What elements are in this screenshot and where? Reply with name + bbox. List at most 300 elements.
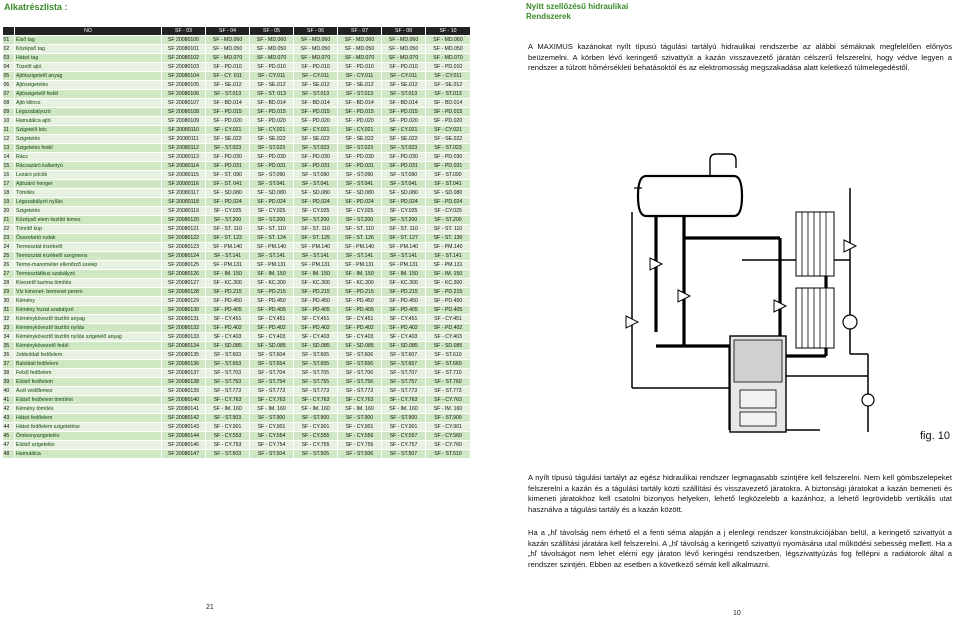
table-row (3, 53, 471, 62)
part-code-cell: SF - MD.060 (382, 35, 426, 44)
part-code-cell: SF - IM. 150 (426, 269, 471, 278)
part-code-cell: SF - CY.025 (250, 206, 294, 215)
row-number-cell: 10 (3, 116, 15, 125)
part-code-cell: SF - PD.010 (294, 62, 338, 71)
part-code-cell: SF - BD.014 (338, 98, 382, 107)
table-row (3, 143, 471, 152)
part-code-cell: SF - CY.403 (206, 332, 250, 341)
part-code-cell: SF - MD.070 (250, 53, 294, 62)
part-code-cell: SF - ST.757 (382, 377, 426, 386)
part-code-cell: SF - CY.760 (426, 440, 471, 449)
part-code-cell: SF - SD.085 (338, 341, 382, 350)
part-code-cell: SF - CY.025 (206, 206, 250, 215)
boiler (730, 336, 786, 432)
part-code-cell: SF - CY.763 (382, 395, 426, 404)
part-code-cell: SF - PD.024 (250, 197, 294, 206)
part-name-cell: Ajtótszigetelő anyag (15, 71, 162, 80)
part-code-cell: SF - CY.025 (426, 206, 471, 215)
part-code-cell: SF - ST.654 (250, 359, 294, 368)
part-code-cell: SF - KC.300 (206, 278, 250, 287)
row-number-cell: 27 (3, 269, 15, 278)
part-code-cell: SF - PM.131 (426, 260, 471, 269)
table-row (3, 251, 471, 260)
part-code-cell: SF - MD.060 (206, 35, 250, 44)
part-code-cell: SF 20080124 (162, 251, 206, 260)
part-name-cell: Termosztát érzékelő (15, 242, 162, 251)
part-code-cell: SF - MD.050 (294, 44, 338, 53)
table-row (3, 170, 471, 179)
table-row (3, 287, 471, 296)
paragraph-2: A nyílt típusú tágulási tartályt az egész hidraulikai rendszer legmagasabb szintjére kell felszerelni. Nem kell gömbszelepeket felszerelni a kazán és a tágulási tartály közti szállítási és visszavezető járatokra. A biztonsági járatokat a kazán bemeneti és kimeneti járatokhoz kell csatolni bizonyos helyeken, lehető legközelebb a kazánhoz, a lehető legrövidebb vertikális utat használva a tágulási tartály és a kazán között. (528, 473, 952, 514)
part-name-cell: Tömítő kúp (15, 224, 162, 233)
row-number-cell: 12 (3, 134, 15, 143)
table-row (3, 179, 471, 188)
radiator-2 (796, 288, 834, 348)
part-code-cell: SF - CY.556 (338, 431, 382, 440)
part-code-cell: SF - PM.140 (338, 242, 382, 251)
part-code-cell: SF - CY.011 (382, 71, 426, 80)
part-code-cell: SF - PD.405 (426, 305, 471, 314)
part-code-cell: SF - SD.085 (206, 341, 250, 350)
part-code-cell: SF - ST. 110 (250, 224, 294, 233)
row-number-cell: 37 (3, 359, 15, 368)
part-code-cell: SF - ST. 110 (338, 224, 382, 233)
row-number-cell: 39 (3, 377, 15, 386)
part-code-cell: SF - CY.403 (382, 332, 426, 341)
part-code-cell: SF 20080106 (162, 89, 206, 98)
part-code-cell: SF - ST.653 (206, 359, 250, 368)
part-name-cell: Tömítés (15, 188, 162, 197)
part-code-cell: SF - PD.402 (338, 323, 382, 332)
part-code-cell: SF - SE.012 (338, 80, 382, 89)
part-code-cell: SF - SD.080 (206, 188, 250, 197)
part-code-cell: SF 20080102 (162, 53, 206, 62)
table-row (3, 107, 471, 116)
part-code-cell: SF - PD.015 (250, 107, 294, 116)
part-code-cell: SF - SE.022 (206, 134, 250, 143)
part-name-cell: Kéményköveztő tisztító anyag (15, 314, 162, 323)
part-code-cell: SF - IM. 150 (250, 269, 294, 278)
part-name-cell: Hátsó tag (15, 53, 162, 62)
part-code-cell: SF - CY.763 (294, 395, 338, 404)
part-code-cell: SF - PD.015 (426, 107, 471, 116)
part-code-cell: SF - CY.901 (338, 422, 382, 431)
table-row (3, 197, 471, 206)
part-code-cell: SF - ST.756 (338, 377, 382, 386)
part-name-cell: Szigetelés (15, 206, 162, 215)
part-code-cell: SF - ST. 125 (294, 233, 338, 242)
part-code-cell: SF 20080103 (162, 62, 206, 71)
part-code-cell: SF - CY.011 (250, 71, 294, 80)
part-code-cell: SF - CY.763 (206, 395, 250, 404)
part-name-cell: Elülső fedőelem tömítést (15, 395, 162, 404)
table-row (3, 332, 471, 341)
part-code-cell: SF - CY.021 (382, 125, 426, 134)
part-code-cell: SF - PD.450 (426, 296, 471, 305)
part-code-cell: SF - ST.141 (294, 251, 338, 260)
part-code-cell: SF - CY.011 (338, 71, 382, 80)
part-name-cell: Ömlesnyszigetelés (15, 431, 162, 440)
part-code-cell: SF - ST.041 (382, 179, 426, 188)
table-row (3, 116, 471, 125)
part-code-cell: SF - PD.010 (382, 62, 426, 71)
part-code-cell: SF - IM. 150 (206, 269, 250, 278)
table-header-cell: SF - 03 (162, 27, 206, 36)
part-code-cell: SF - PD.024 (206, 197, 250, 206)
part-code-cell: SF 20080110 (162, 125, 206, 134)
part-code-cell: SF - SE.022 (338, 134, 382, 143)
part-code-cell: SF - ST.753 (206, 377, 250, 386)
part-code-cell: SF - ST.704 (250, 368, 294, 377)
row-number-cell: 05 (3, 71, 15, 80)
part-code-cell: SF - IM. 150 (338, 269, 382, 278)
part-code-cell: SF - MD.060 (250, 35, 294, 44)
part-name-cell: Szigetelés (15, 134, 162, 143)
row-number-cell: 19 (3, 197, 15, 206)
part-code-cell: SF - CY.021 (338, 125, 382, 134)
part-code-cell: SF - PD.015 (382, 107, 426, 116)
part-code-cell: SF - CY. 011 (206, 71, 250, 80)
part-code-cell: SF - ST. 110 (206, 224, 250, 233)
part-code-cell: SF - CY.901 (426, 422, 471, 431)
table-row (3, 62, 471, 71)
part-code-cell: SF - PD.010 (250, 62, 294, 71)
part-code-cell: SF - ST. 090 (206, 170, 250, 179)
part-code-cell: SF - CY.901 (294, 422, 338, 431)
table-header-cell: NO (15, 27, 162, 36)
part-code-cell: SF - PD.030 (338, 152, 382, 161)
part-code-cell: SF 20080131 (162, 314, 206, 323)
row-number-cell: 17 (3, 179, 15, 188)
part-code-cell: SF 20080107 (162, 98, 206, 107)
part-code-cell: SF 20080144 (162, 431, 206, 440)
part-code-cell: SF - CY.025 (294, 206, 338, 215)
row-number-cell: 36 (3, 350, 15, 359)
row-number-cell: 07 (3, 89, 15, 98)
part-code-cell: SF - PD.030 (250, 152, 294, 161)
table-body (3, 35, 471, 458)
part-code-cell: SF - CY.403 (250, 332, 294, 341)
table-row (3, 350, 471, 359)
part-code-cell: SF - PD.031 (338, 161, 382, 170)
part-code-cell: SF - ST.023 (294, 143, 338, 152)
part-code-cell: SF - PD.031 (206, 161, 250, 170)
part-code-cell: SF - ST.023 (250, 143, 294, 152)
part-name-cell: Kémény huzat szabályzó (15, 305, 162, 314)
row-number-cell: 22 (3, 224, 15, 233)
row-number-cell: 26 (3, 260, 15, 269)
table-header-cell: SF - 08 (382, 27, 426, 36)
row-number-cell: 20 (3, 206, 15, 215)
part-code-cell: SF - ST. 130 (426, 233, 471, 242)
part-code-cell: SF - ST.604 (250, 350, 294, 359)
part-code-cell: SF - MD.050 (250, 44, 294, 53)
part-code-cell: SF - ST.506 (338, 449, 382, 458)
part-code-cell: SF - PD.405 (338, 305, 382, 314)
part-name-cell: Elülső szigetelés (15, 440, 162, 449)
part-code-cell: SF - PD.215 (338, 287, 382, 296)
part-code-cell: SF - SD.080 (250, 188, 294, 197)
part-code-cell: SF - ST. 013 (250, 89, 294, 98)
part-name-cell: Kéménykövezető fedél (15, 341, 162, 350)
part-name-cell: Középső tag (15, 44, 162, 53)
part-code-cell: SF - ST.900 (294, 413, 338, 422)
part-code-cell: SF 20080120 (162, 215, 206, 224)
part-name-cell: Hamutálca ajtó (15, 116, 162, 125)
part-code-cell: SF - KC.300 (338, 278, 382, 287)
part-name-cell: Kivezető karima tömítés (15, 278, 162, 287)
part-name-cell: Felső fedőelem (15, 368, 162, 377)
part-name-cell: Termosztátikus szabályzó (15, 269, 162, 278)
part-code-cell: SF - PD.020 (294, 116, 338, 125)
part-code-cell: SF - PD.030 (426, 152, 471, 161)
part-code-cell: SF - PD.015 (338, 107, 382, 116)
part-code-cell: SF - ST.090 (338, 170, 382, 179)
part-code-cell: SF - IM. 160 (382, 404, 426, 413)
part-code-cell: SF - ST.090 (294, 170, 338, 179)
part-code-cell: SF - ST. 110 (294, 224, 338, 233)
part-code-cell: SF - ST.657 (382, 359, 426, 368)
table-row (3, 440, 471, 449)
part-code-cell: SF - ST.773 (426, 386, 471, 395)
part-name-cell: Ajtószigetelés (15, 80, 162, 89)
part-code-cell: SF 20080127 (162, 278, 206, 287)
table-row (3, 404, 471, 413)
part-code-cell: SF - PD.450 (250, 296, 294, 305)
row-number-cell: 48 (3, 449, 15, 458)
part-code-cell: SF - ST.603 (206, 350, 250, 359)
part-code-cell: SF - PD.402 (294, 323, 338, 332)
table-row (3, 125, 471, 134)
table-row (3, 260, 471, 269)
table-row (3, 323, 471, 332)
part-code-cell: SF 20080108 (162, 107, 206, 116)
part-code-cell: SF - CY.756 (338, 440, 382, 449)
part-code-cell: SF - PD.402 (382, 323, 426, 332)
part-name-cell: Rács (15, 152, 162, 161)
part-code-cell: SF - PD.215 (206, 287, 250, 296)
row-number-cell: 29 (3, 287, 15, 296)
part-code-cell: SF - IM. 160 (206, 404, 250, 413)
part-code-cell: SF - ST.200 (294, 215, 338, 224)
table-row (3, 233, 471, 242)
table-header-cell: SF - 10 (426, 27, 471, 36)
part-code-cell: SF 20080100 (162, 35, 206, 44)
part-code-cell: SF - BD.014 (294, 98, 338, 107)
part-code-cell: SF - KC.300 (294, 278, 338, 287)
row-number-cell: 03 (3, 53, 15, 62)
part-code-cell: SF - ST.141 (382, 251, 426, 260)
row-number-cell: 28 (3, 278, 15, 287)
part-code-cell: SF - BD.014 (206, 98, 250, 107)
row-number-cell: 35 (3, 341, 15, 350)
part-code-cell: SF - MD.070 (426, 53, 471, 62)
part-code-cell: SF - PD.015 (206, 107, 250, 116)
table-row (3, 80, 471, 89)
part-name-cell: Jobboldali fedőelem (15, 350, 162, 359)
part-code-cell: SF - MD.050 (338, 44, 382, 53)
part-code-cell: SF - PD.031 (250, 161, 294, 170)
part-code-cell: SF - CY.011 (426, 71, 471, 80)
table-row (3, 89, 471, 98)
part-code-cell: SF - PM.140 (294, 242, 338, 251)
figure-label: fig. 10 (920, 430, 950, 442)
part-code-cell: SF - ST.507 (382, 449, 426, 458)
part-code-cell: SF 20080113 (162, 152, 206, 161)
row-number-cell: 01 (3, 35, 15, 44)
part-code-cell: SF - BD.014 (250, 98, 294, 107)
part-code-cell: SF 20080112 (162, 143, 206, 152)
part-code-cell: SF - CY.451 (382, 314, 426, 323)
part-code-cell: SF - ST.903 (206, 413, 250, 422)
part-code-cell: SF 20080117 (162, 188, 206, 197)
part-code-cell: SF 20080111 (162, 134, 206, 143)
paragraph-3: Ha a „hľ távolság nem érhető el a fenti séma alapján a j elenlegi rendszer konstrukciójában belül, a keringető szivattyút a kazán szállítási járatára kell felszerelni. A „hľ távolság a keringető szivattyú nyomásána utal működési sebesség mellett. Ha a „hľ távolságot nem lehet elérni egy járaton lévő keringési rendszerben, légszivattyúzás fog fellépni a radiátorok által a rendszer szintjén. Ebben az esetben a következő sémát kell alkalmazni. (528, 528, 952, 569)
part-code-cell: SF - MD.070 (338, 53, 382, 62)
part-code-cell: SF - ST.013 (294, 89, 338, 98)
part-code-cell: SF - MD.070 (206, 53, 250, 62)
part-code-cell: SF - SE.012 (250, 80, 294, 89)
part-name-cell: Légszabályozó (15, 107, 162, 116)
part-code-cell: SF 20080133 (162, 332, 206, 341)
row-number-cell: 42 (3, 404, 15, 413)
row-number-cell: 31 (3, 305, 15, 314)
part-code-cell: SF - ST. 123 (206, 233, 250, 242)
part-code-cell: SF - ST.041 (426, 179, 471, 188)
part-code-cell: SF - ST.707 (382, 368, 426, 377)
part-code-cell: SF - MD.050 (382, 44, 426, 53)
part-code-cell: SF - PM.140 (206, 242, 250, 251)
part-code-cell: SF - ST.610 (426, 350, 471, 359)
part-code-cell: SF - ST.041 (250, 179, 294, 188)
table-row (3, 35, 471, 44)
circulation-pump (843, 315, 874, 406)
table-row (3, 206, 471, 215)
section-title-line-2: Rendszerek (526, 11, 571, 21)
section-title-line-1: Nyitt szellőzésű hidraulikai (526, 2, 629, 11)
part-code-cell: SF - PD.024 (426, 197, 471, 206)
part-code-cell: SF - PD.405 (382, 305, 426, 314)
part-code-cell: SF - CY.025 (338, 206, 382, 215)
part-name-cell: Kémény tömítés (15, 404, 162, 413)
part-code-cell: SF - CY.021 (426, 125, 471, 134)
part-name-cell: Légszabályzó nyílás (15, 197, 162, 206)
part-code-cell: SF - SE.022 (426, 134, 471, 143)
part-code-cell: SF - CY.753 (206, 440, 250, 449)
row-number-cell: 40 (3, 386, 15, 395)
part-code-cell: SF - ST. 124 (250, 233, 294, 242)
part-name-cell: Lezáró pöcök (15, 170, 162, 179)
table-row (3, 278, 471, 287)
parts-list-title: Alkatrészlista : (4, 2, 68, 12)
table-row (3, 305, 471, 314)
part-code-cell: SF - IM. 160 (250, 404, 294, 413)
part-code-cell: SF - KC.300 (250, 278, 294, 287)
part-name-cell: Összetartó rudak (15, 233, 162, 242)
part-code-cell: SF - ST.141 (206, 251, 250, 260)
part-code-cell: SF - ST.023 (206, 143, 250, 152)
part-code-cell: SF - ST.773 (250, 386, 294, 395)
part-code-cell: SF - ST.041 (294, 179, 338, 188)
part-code-cell: SF - PM.140 (250, 242, 294, 251)
part-name-cell: Víz kimenet- bemenet perem (15, 287, 162, 296)
part-code-cell: SF - CY.554 (250, 431, 294, 440)
part-code-cell: SF - ST.200 (250, 215, 294, 224)
part-code-cell: SF - ST.023 (382, 143, 426, 152)
part-code-cell: SF - ST.200 (382, 215, 426, 224)
table-row (3, 377, 471, 386)
part-name-cell: Baloldali fedőelem (15, 359, 162, 368)
part-name-cell: Hátsó fedőelem (15, 413, 162, 422)
part-code-cell: SF - PD.020 (426, 116, 471, 125)
row-number-cell: 06 (3, 80, 15, 89)
table-row (3, 413, 471, 422)
part-code-cell: SF - PD.010 (206, 62, 250, 71)
part-code-cell: SF 20080132 (162, 323, 206, 332)
part-code-cell: SF - MD.060 (338, 35, 382, 44)
part-code-cell: SF - ST.705 (294, 368, 338, 377)
part-code-cell: SF - ST. 110 (426, 224, 471, 233)
part-code-cell: SF - CY.403 (338, 332, 382, 341)
part-code-cell: SF - ST.760 (426, 377, 471, 386)
intro-paragraph: A MAXIMUS kazánokat nyílt típusú tágulási tartályú hidraulikai rendszerbe az alábbi sémáknak megfelelően előnyös beüzemelni. A körben lévő keringető szivattyút a kazán visszavezető járatán célszerű felszerelni, hogy védve legyen a rendszer a túlzott hőmérsékleti behatásoktól és az elektromosság megszakadása alatt keletkező túlmelegedéstől. (528, 42, 952, 73)
part-code-cell: SF - PM.131 (382, 260, 426, 269)
part-code-cell: SF 20080134 (162, 341, 206, 350)
part-code-cell: SF - CY.555 (294, 431, 338, 440)
part-code-cell: SF - SD.085 (250, 341, 294, 350)
part-code-cell: SF 20080109 (162, 116, 206, 125)
part-code-cell: SF - PD.020 (250, 116, 294, 125)
part-code-cell: SF - BD.014 (382, 98, 426, 107)
table-row (3, 386, 471, 395)
row-number-cell: 33 (3, 323, 15, 332)
part-code-cell: SF - CY.451 (206, 314, 250, 323)
part-name-cell: Középső elem tisztító lemez (15, 215, 162, 224)
row-number-cell: 21 (3, 215, 15, 224)
part-code-cell: SF - ST.754 (250, 377, 294, 386)
part-code-cell: SF - ST.900 (426, 413, 471, 422)
part-code-cell: SF - MD.070 (382, 53, 426, 62)
part-code-cell: SF - ST.503 (206, 449, 250, 458)
part-code-cell: SF 20080141 (162, 404, 206, 413)
parts-table (2, 26, 471, 458)
part-code-cell: SF 20080125 (162, 260, 206, 269)
part-name-cell: Hamutálca (15, 449, 162, 458)
part-code-cell: SF - SD.085 (426, 341, 471, 350)
part-code-cell: SF 20080116 (162, 179, 206, 188)
part-code-cell: SF - ST.505 (294, 449, 338, 458)
part-code-cell: SF - CY.021 (294, 125, 338, 134)
right-page (480, 0, 960, 618)
part-code-cell: SF - ST.655 (294, 359, 338, 368)
parts-table-wrap (2, 26, 470, 488)
radiator-1 (796, 212, 834, 276)
part-code-cell: SF 20080138 (162, 377, 206, 386)
part-code-cell: SF 20080128 (162, 287, 206, 296)
part-code-cell: SF 20080119 (162, 206, 206, 215)
part-code-cell: SF - PD.402 (426, 323, 471, 332)
part-code-cell: SF - PM.131 (206, 260, 250, 269)
part-code-cell: SF - PM.131 (294, 260, 338, 269)
table-row (3, 242, 471, 251)
part-code-cell: SF - PD.024 (294, 197, 338, 206)
table-row (3, 71, 471, 80)
part-name-cell: Ajtó kilincs (15, 98, 162, 107)
part-code-cell: SF - ST.200 (338, 215, 382, 224)
table-row (3, 296, 471, 305)
part-code-cell: SF - CY.403 (294, 332, 338, 341)
part-code-cell: SF - PM.140 (382, 242, 426, 251)
